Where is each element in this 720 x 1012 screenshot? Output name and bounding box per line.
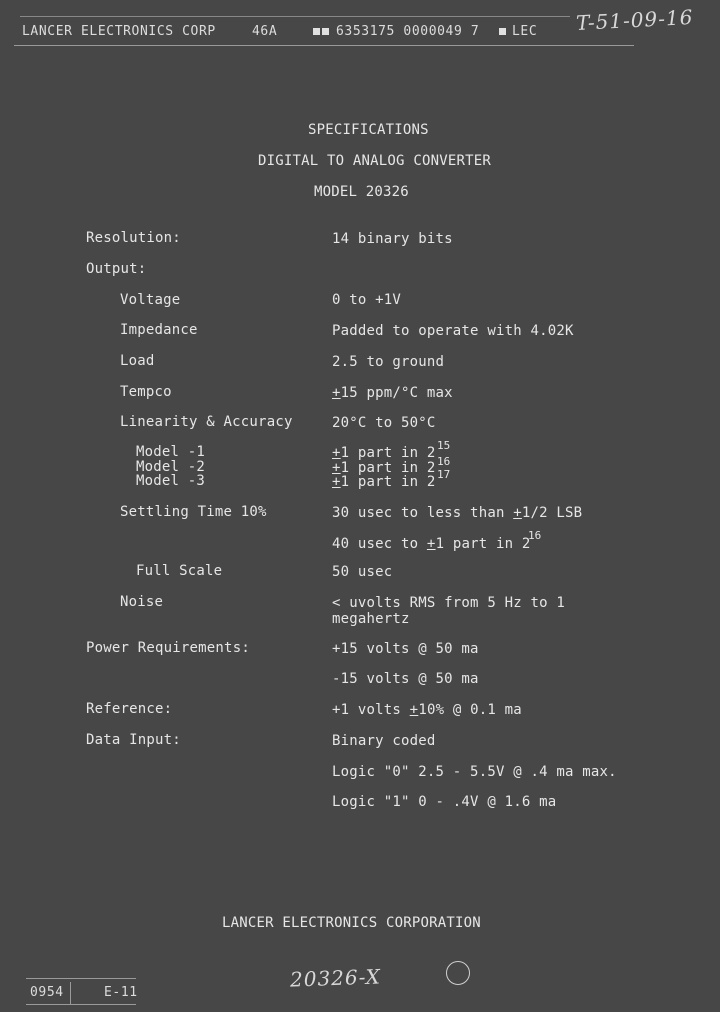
spec-value-load: 2.5 to ground xyxy=(332,354,445,370)
spec-value-voltage: 0 to +1V xyxy=(332,292,402,308)
header-rule-bottom xyxy=(14,45,634,46)
title-specifications: SPECIFICATIONS xyxy=(308,122,429,138)
spec-label-linearity: Linearity & Accuracy xyxy=(120,414,293,430)
spec-value-impedance: Padded to operate with 4.02K xyxy=(332,323,574,339)
model-1-exponent: 15 xyxy=(437,439,451,452)
spec-label-power: Power Requirements: xyxy=(86,640,250,656)
plus-minus-sign: + xyxy=(513,505,522,521)
spec-label-resolution: Resolution: xyxy=(86,230,181,246)
spec-value-data-input: Binary coded xyxy=(332,733,436,749)
header-mark-square xyxy=(499,28,506,35)
model-1-text: 1 part in 2 xyxy=(340,445,436,461)
header-code: 46A xyxy=(252,24,278,39)
plus-minus-sign: + xyxy=(409,702,419,718)
plus-minus-sign: + xyxy=(426,536,436,552)
title-product: DIGITAL TO ANALOG CONVERTER xyxy=(258,153,491,169)
footer-circle-mark xyxy=(446,961,470,985)
spec-label-tempco: Tempco xyxy=(120,384,172,400)
spec-label-data-input: Data Input: xyxy=(86,732,181,748)
footer-rule-bottom xyxy=(26,1004,136,1005)
title-model: MODEL 20326 xyxy=(314,184,409,200)
spec-value-noise-line2: megahertz xyxy=(332,611,410,627)
spec-label-model-1: Model -1 xyxy=(136,444,206,460)
plus-minus-sign: + xyxy=(332,445,341,461)
model-3-exponent: 17 xyxy=(437,468,451,481)
spec-value-logic-0: Logic "0" 2.5 - 5.5V @ .4 ma max. xyxy=(332,764,617,780)
footer-page-code: 0954 xyxy=(30,985,64,1000)
reference-text-b: 10% @ 0.1 ma xyxy=(418,702,522,718)
tempco-text: 15 ppm/°C max xyxy=(340,385,453,401)
header-lec: LEC xyxy=(512,24,538,39)
spec-value-full-scale: 50 usec xyxy=(332,564,393,580)
settling2-text-a: 40 usec to xyxy=(332,536,427,552)
settling2-text-b: 1 part in 2 xyxy=(435,536,531,552)
spec-label-voltage: Voltage xyxy=(120,292,181,308)
footer-rule xyxy=(26,978,136,979)
plus-minus-sign: + xyxy=(332,460,341,476)
spec-value-logic-1: Logic "1" 0 - .4V @ 1.6 ma xyxy=(332,794,557,810)
header-handwritten-note: T-51-09-16 xyxy=(575,4,694,36)
footer-company: LANCER ELECTRONICS CORPORATION xyxy=(222,915,481,931)
header-rule-top xyxy=(20,16,570,17)
spec-label-noise: Noise xyxy=(120,594,164,610)
spec-label-reference: Reference: xyxy=(86,701,173,717)
model-2-text: 1 part in 2 xyxy=(340,460,436,476)
settling2-exponent: 16 xyxy=(528,529,542,542)
spec-value-linearity: 20°C to 50°C xyxy=(332,415,436,431)
header-mark-square xyxy=(322,28,329,35)
spec-label-settling-time: Settling Time 10% xyxy=(120,504,267,520)
spec-value-model-1 xyxy=(332,445,436,461)
spec-value-reference xyxy=(332,702,522,718)
spec-value-resolution: 14 binary bits xyxy=(332,231,453,247)
footer-page-number: E-11 xyxy=(104,985,138,1000)
plus-minus-sign: + xyxy=(332,385,341,401)
footer-handwritten-model: 20326-X xyxy=(289,964,382,992)
spec-value-model-3 xyxy=(332,474,436,490)
model-3-text: 1 part in 2 xyxy=(340,474,436,490)
plus-minus-sign: + xyxy=(332,474,341,490)
spec-label-model-2: Model -2 xyxy=(136,459,206,475)
settling-text-b: 1/2 LSB xyxy=(521,505,583,521)
header-company: LANCER ELECTRONICS CORP xyxy=(22,24,216,39)
model-2-exponent: 16 xyxy=(437,455,451,468)
spec-value-settling-time-2 xyxy=(332,536,530,552)
footer-divider xyxy=(70,982,71,1004)
spec-label-impedance: Impedance xyxy=(120,322,198,338)
spec-value-power-pos: +15 volts @ 50 ma xyxy=(332,641,479,657)
spec-label-model-3: Model -3 xyxy=(136,473,206,489)
spec-label-full-scale: Full Scale xyxy=(136,563,223,579)
spec-value-settling-time xyxy=(332,505,582,521)
spec-value-power-neg: -15 volts @ 50 ma xyxy=(332,671,479,687)
header-mark-square xyxy=(313,28,320,35)
header-catalog-number: 6353175 0000049 7 xyxy=(336,24,480,39)
settling-text-a: 30 usec to less than xyxy=(332,505,514,521)
spec-label-output: Output: xyxy=(86,261,147,277)
reference-text-a: +1 volts xyxy=(332,702,410,718)
spec-value-tempco xyxy=(332,385,453,401)
spec-value-noise-line1: < uvolts RMS from 5 Hz to 1 xyxy=(332,595,565,611)
spec-label-load: Load xyxy=(120,353,155,369)
